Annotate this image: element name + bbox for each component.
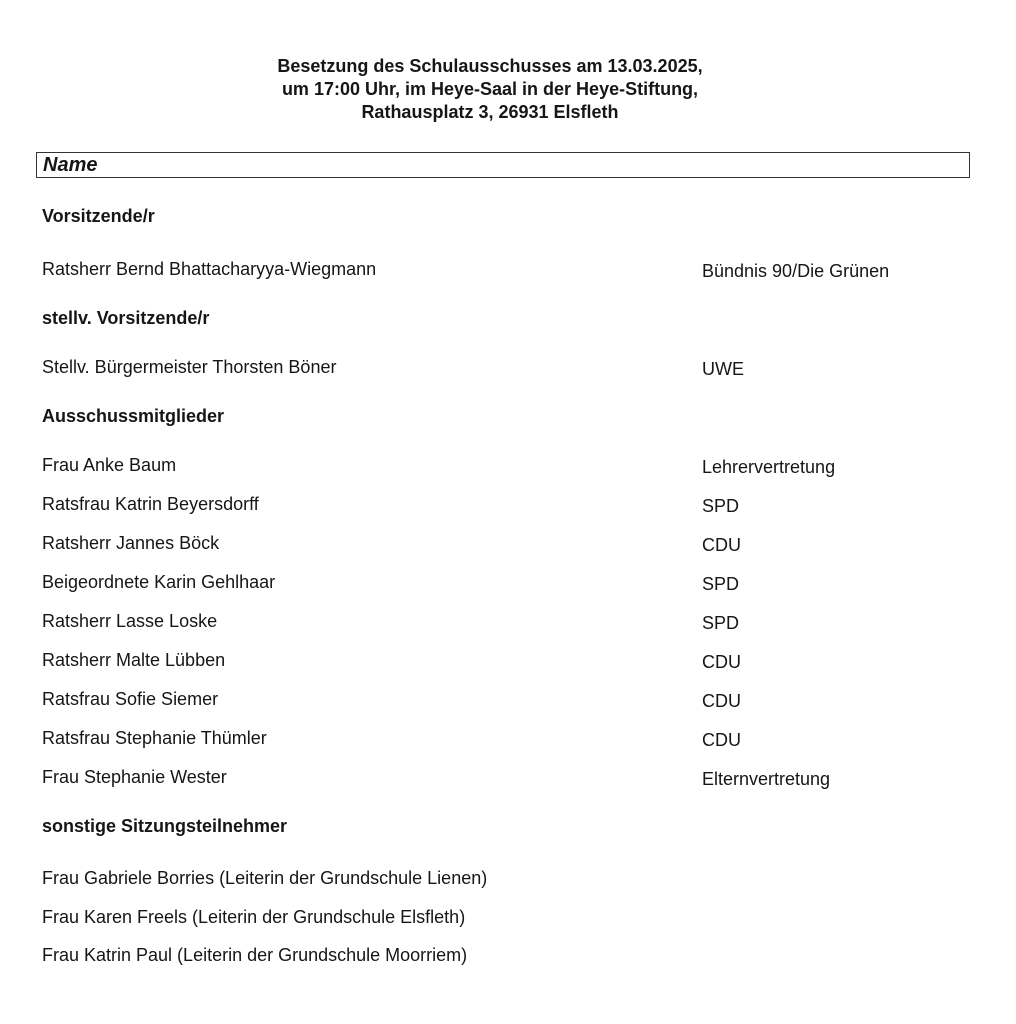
section-heading-members: Ausschussmitglieder <box>42 406 225 426</box>
member-name: Ratsfrau Sofie Siemer <box>42 689 219 709</box>
member-affiliation: SPD <box>702 613 740 633</box>
name-column-header <box>36 152 970 178</box>
member-name: Stellv. Bürgermeister Thorsten Böner <box>42 357 337 377</box>
section-heading-vice-chair: stellv. Vorsitzende/r <box>42 308 210 328</box>
member-affiliation: CDU <box>702 730 741 750</box>
member-name: Ratsfrau Stephanie Thümler <box>42 728 267 748</box>
member-name: Ratsherr Bernd Bhattacharyya-Wiegmann <box>42 259 377 279</box>
participant-name: Frau Gabriele Borries (Leiterin der Grundschule Lienen) <box>42 868 488 888</box>
section-heading-chair: Vorsitzende/r <box>42 206 155 226</box>
member-affiliation: CDU <box>702 652 741 672</box>
member-name: Frau Stephanie Wester <box>42 767 227 787</box>
section-heading-others: sonstige Sitzungsteilnehmer <box>42 816 288 836</box>
title-line-3: Rathausplatz 3, 26931 Elsfleth <box>361 102 619 122</box>
member-name: Ratsherr Malte Lübben <box>42 650 226 670</box>
title-line-2: um 17:00 Uhr, im Heye-Saal in der Heye-Stiftung, <box>281 79 699 99</box>
document-title <box>0 55 980 124</box>
member-name: Ratsherr Lasse Loske <box>42 611 218 631</box>
member-name: Ratsfrau Katrin Beyersdorff <box>42 494 259 514</box>
participant-name: Frau Karen Freels (Leiterin der Grundschule Elsfleth) <box>42 907 466 927</box>
member-affiliation: CDU <box>702 535 741 555</box>
title-line-1: Besetzung des Schulausschusses am 13.03.2025, <box>277 56 703 76</box>
member-affiliation: SPD <box>702 574 740 594</box>
member-affiliation: Elternvertretung <box>702 769 831 789</box>
participant-name: Frau Katrin Paul (Leiterin der Grundschule Moorriem) <box>42 945 468 965</box>
member-affiliation: UWE <box>702 359 744 379</box>
member-affiliation: CDU <box>702 691 741 711</box>
member-name: Beigeordnete Karin Gehlhaar <box>42 572 276 592</box>
member-affiliation: Bündnis 90/Die Grünen <box>702 261 890 281</box>
name-header-label: Name <box>43 154 98 176</box>
member-name: Ratsherr Jannes Böck <box>42 533 220 553</box>
member-name: Frau Anke Baum <box>42 455 177 475</box>
member-affiliation: SPD <box>702 496 740 516</box>
member-affiliation: Lehrervertretung <box>702 457 836 477</box>
